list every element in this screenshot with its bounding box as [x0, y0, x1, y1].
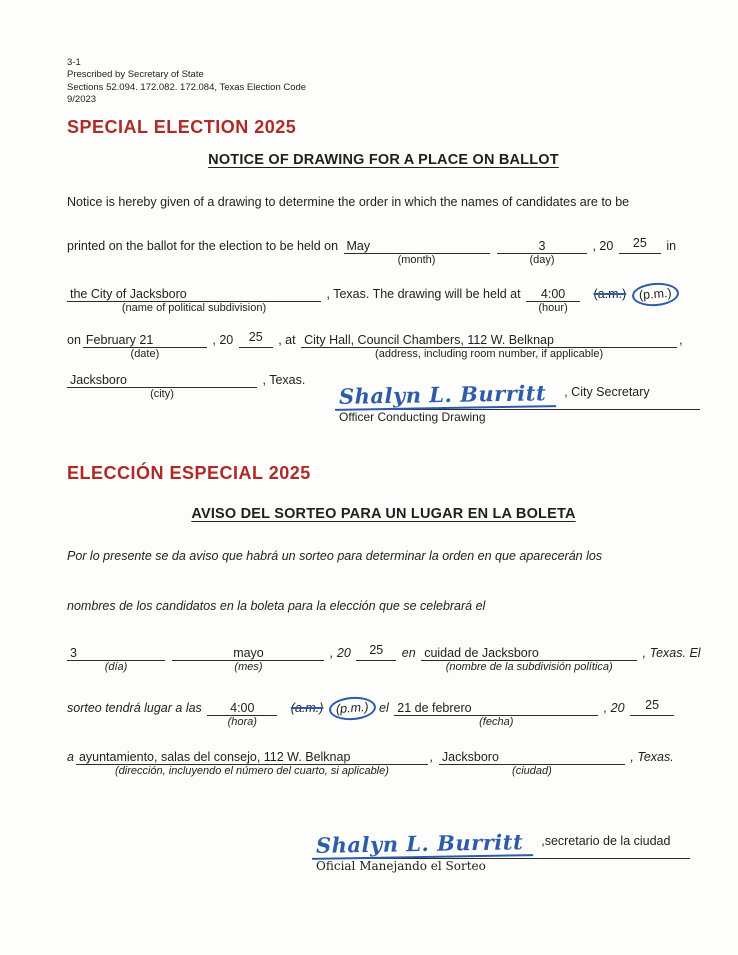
english-drawing-date-line	[67, 330, 700, 361]
english-line2-prefix: printed on the ballot for the election to be held on	[67, 239, 339, 254]
mes-value: mayo	[233, 646, 264, 661]
year-blank	[619, 236, 661, 254]
spanish-election-heading: ELECCIÓN ESPECIAL 2025	[67, 463, 311, 484]
spanish-line3-suffix: , Texas.	[630, 750, 674, 765]
direccion-blank	[76, 750, 428, 778]
month-caption: (month)	[397, 254, 436, 267]
mes-caption: (mes)	[234, 661, 263, 674]
english-election-date-line	[67, 236, 700, 267]
english-signature-title: , City Secretary	[564, 385, 650, 400]
spanish-form-title-text: AVISO DEL SORTEO PARA UN LUGAR EN LA BOLETA	[191, 506, 576, 523]
year-value: 25	[632, 236, 647, 251]
spanish-year-blank	[356, 643, 396, 661]
hour-value: 4:00	[540, 287, 566, 302]
ciudad-caption: (ciudad)	[512, 765, 552, 778]
spanish-line3-prefix: a	[67, 750, 74, 765]
hora-value: 4:00	[230, 701, 255, 716]
hora-blank	[207, 701, 277, 729]
form-number: 3-1	[67, 57, 81, 68]
spanish-year-value: 25	[369, 643, 384, 658]
fecha-blank	[394, 701, 598, 729]
english-intro: Notice is hereby given of a drawing to determine the order in which the names of candidates are to be	[67, 195, 630, 210]
subdivision-es-value: cuidad de Jacksboro	[424, 646, 539, 661]
day-blank	[497, 239, 587, 267]
month-blank	[344, 239, 490, 267]
spanish-election-date-line	[67, 643, 701, 674]
spanish-form-title	[67, 506, 700, 522]
direccion-value: ayuntamiento, salas del consejo, 112 W. Belknap	[78, 750, 351, 765]
mes-blank	[172, 646, 324, 674]
day-caption: (day)	[529, 254, 555, 267]
city-caption: (city)	[150, 388, 174, 401]
subdivision-es-blank	[421, 646, 637, 674]
english-line4-year-prefix: , 20	[212, 333, 234, 348]
date-caption: (date)	[130, 348, 160, 361]
spanish-intro-line1: Por lo presente se da aviso que habrá un sorteo para determinar la orden en que aparecerán los	[67, 549, 603, 564]
english-year-prefix: , 20	[592, 239, 614, 254]
subdivision-caption: (name of political subdivision)	[121, 302, 267, 315]
pm-option-circled: (p.m.)	[631, 282, 679, 308]
english-subdivision-line	[67, 283, 700, 315]
hora-caption: (hora)	[227, 716, 257, 729]
spanish-signature-caption: Oficial Manejando el Sorteo	[316, 859, 486, 874]
spanish-drawing-time-line	[67, 697, 700, 729]
english-line4-mid: , at	[278, 333, 296, 348]
spanish-line1-suffix: , Texas. El	[642, 646, 701, 661]
address-value: City Hall, Council Chambers, 112 W. Belknap	[304, 333, 554, 348]
english-line4-suffix: ,	[679, 333, 683, 348]
english-line2-suffix: in	[666, 239, 677, 254]
spanish-signature-block	[312, 829, 690, 874]
subdivision-es-caption: (nombre de la subdivisión política)	[445, 661, 613, 674]
english-form-title	[67, 152, 700, 168]
ciudad-value: Jacksboro	[441, 750, 499, 765]
code-sections-line: Sections 52.094. 172.082. 172.084, Texas Election Code	[67, 81, 307, 93]
spanish-line1-mid: en	[401, 646, 416, 661]
spanish-line2-mid: el	[379, 701, 389, 716]
pm-es-option-circled: (p.m.)	[328, 696, 376, 722]
english-form-title-text: NOTICE OF DRAWING FOR A PLACE ON BALLOT	[208, 152, 559, 169]
fecha-caption: (fecha)	[479, 716, 514, 729]
english-line3-mid: , Texas. The drawing will be held at	[326, 287, 521, 302]
hour-blank	[526, 287, 580, 315]
spanish-line2-prefix: sorteo tendrá lugar a las	[67, 701, 202, 716]
address-blank	[301, 333, 677, 361]
date-value: February 21	[85, 333, 154, 348]
sorteo-year-value: 25	[645, 698, 660, 713]
dia-value: 3	[70, 646, 77, 661]
hour-caption: (hour)	[538, 302, 568, 315]
direccion-caption: (dirección, incluyendo el número del cuarto, si aplicable)	[114, 765, 389, 778]
city-blank	[67, 373, 257, 401]
spanish-address-line	[67, 750, 700, 778]
drawing-year-value: 25	[248, 330, 263, 345]
spanish-signature: Shalyn L. Burritt	[312, 829, 534, 860]
spanish-line3-separator: ,	[429, 750, 434, 765]
english-signature-caption: Officer Conducting Drawing	[339, 410, 486, 425]
subdivision-value: the City of Jacksboro	[70, 287, 187, 302]
day-value: 3	[538, 239, 546, 254]
spanish-intro-line2: nombres de los candidatos en la boleta para la elección que se celebrará el	[67, 599, 486, 614]
month-value: May	[346, 239, 371, 254]
drawing-year-blank	[239, 330, 273, 348]
english-line5-suffix: , Texas.	[262, 373, 306, 388]
am-option-struck: (a.m.)	[593, 287, 627, 302]
dia-caption: (día)	[104, 661, 128, 674]
form-header	[67, 57, 700, 106]
prescribed-by-line: Prescribed by Secretary of State	[67, 69, 204, 81]
am-es-option-struck: (a.m.)	[290, 701, 324, 716]
revision-date: 9/2023	[67, 94, 97, 106]
date-blank	[83, 333, 207, 361]
english-election-heading: SPECIAL ELECTION 2025	[67, 117, 297, 138]
dia-blank	[67, 646, 165, 674]
sorteo-year-blank	[630, 698, 674, 716]
address-caption: (address, including room number, if applicable)	[375, 348, 604, 361]
english-line4-prefix: on	[67, 333, 81, 348]
subdivision-blank	[67, 287, 321, 315]
city-value: Jacksboro	[70, 373, 127, 388]
english-signature: Shalyn L. Burritt	[335, 380, 557, 411]
fecha-value: 21 de febrero	[397, 701, 472, 716]
spanish-section	[67, 463, 701, 874]
spanish-signature-title: ,secretario de la ciudad	[541, 834, 671, 849]
spanish-line2-year-prefix: , 20	[603, 701, 625, 716]
english-signature-block	[335, 380, 700, 425]
spanish-line1-year-prefix: , 20	[329, 646, 351, 661]
ciudad-blank	[439, 750, 625, 778]
